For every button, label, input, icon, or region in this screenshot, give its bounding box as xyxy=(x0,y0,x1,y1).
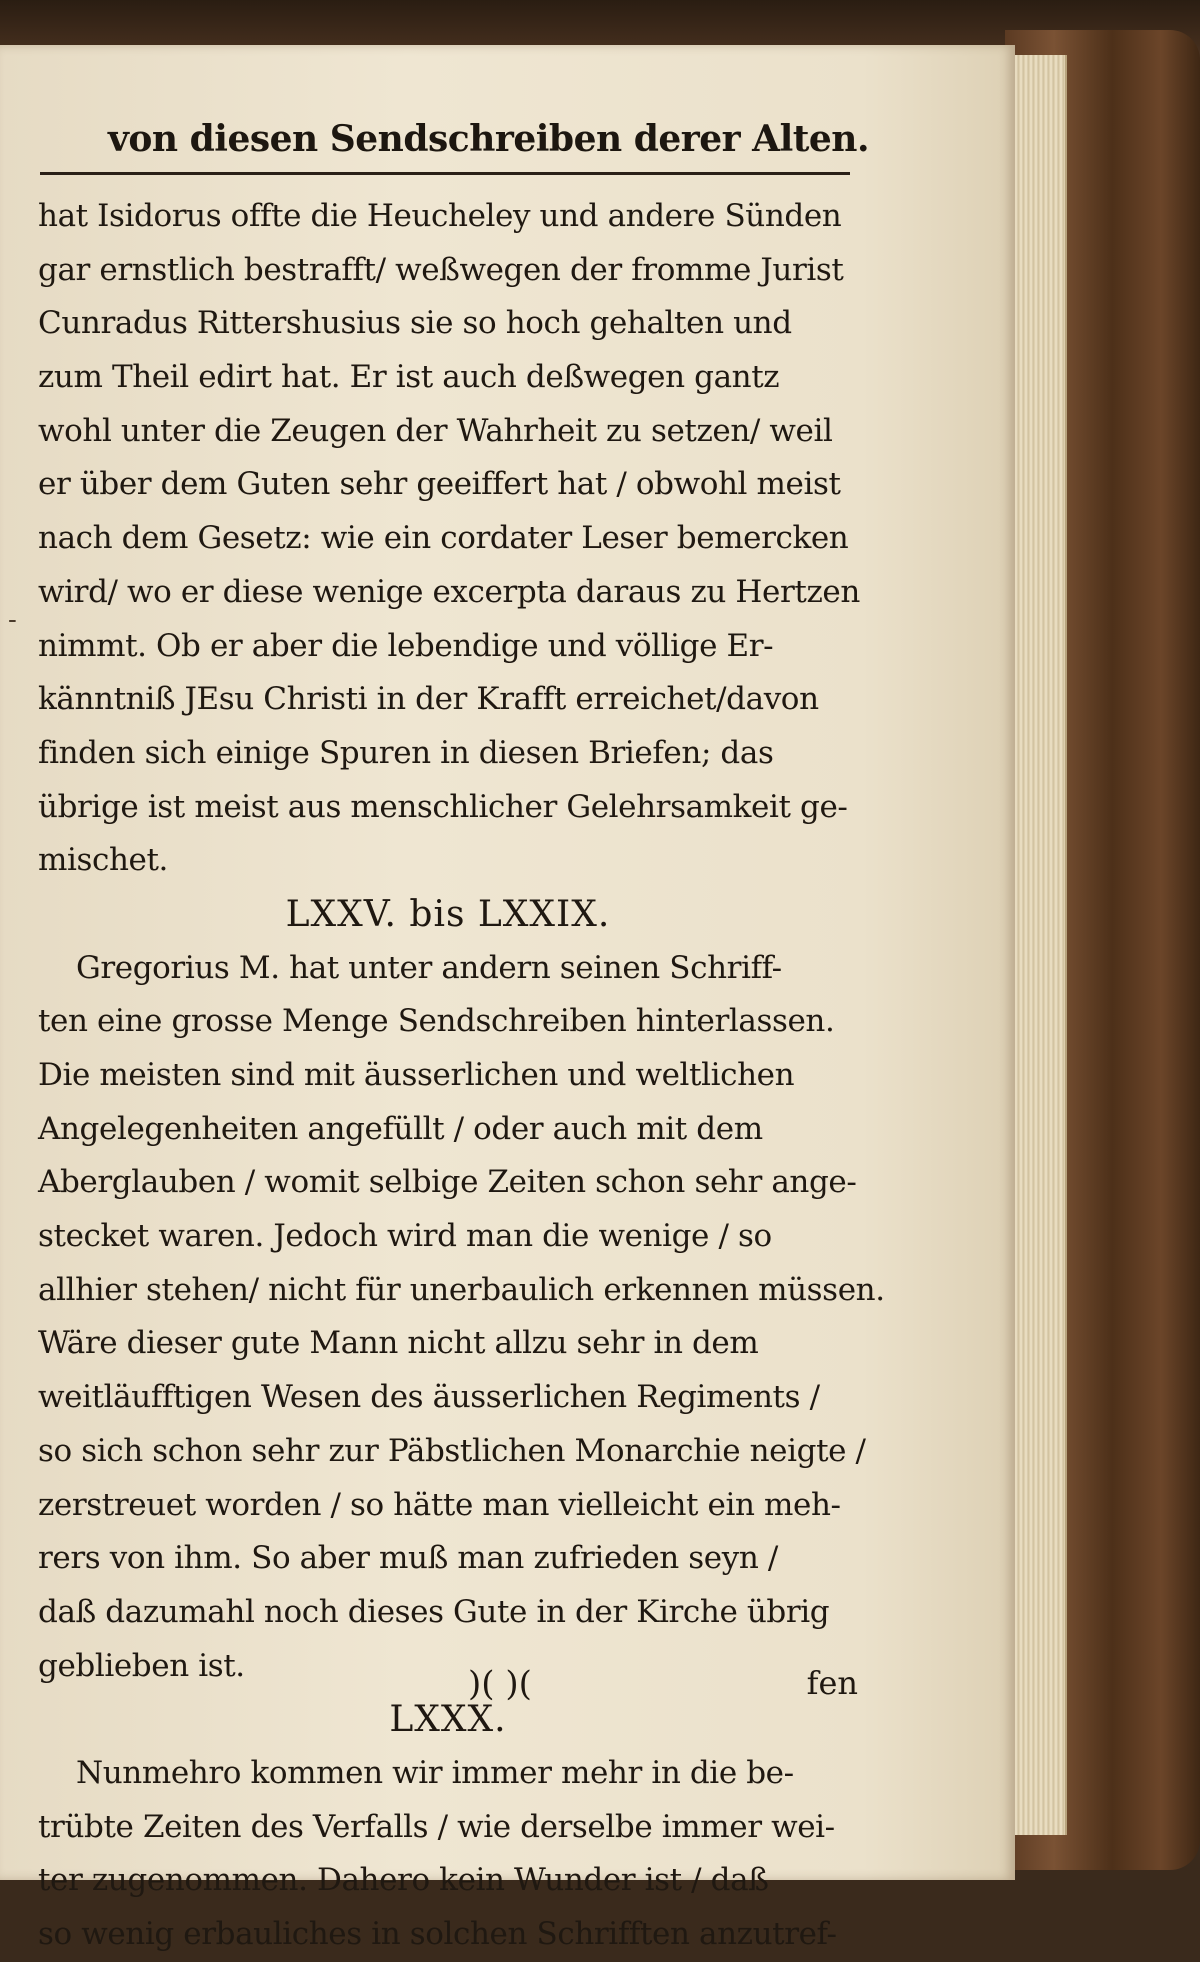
text-line: rers von ihm. So aber muß man zufrieden seyn / xyxy=(38,1540,778,1577)
text-line: so wenig erbauliches in solchen Schrifften anzutref- xyxy=(38,1916,837,1952)
text-line: nimmt. Ob er aber die lebendige und völlige Er- xyxy=(38,627,774,664)
text-line: stecket waren. Jedoch wird man die wenige / so xyxy=(38,1218,772,1255)
text-line: wird/ wo er diese wenige excerpta daraus zu Hertzen xyxy=(38,573,860,610)
text-line: geblieben ist. xyxy=(38,1647,245,1684)
text-line: känntniß JEsu Christi in der Krafft erreichet/davon xyxy=(38,681,819,718)
text-line: so sich schon sehr zur Päbstlichen Monarchie neigte / xyxy=(38,1432,866,1469)
text-line: Gregorius M. hat unter andern seinen Schriff- xyxy=(76,949,782,986)
text-line: allhier stehen/ nicht für unerbaulich erkennen müssen. xyxy=(38,1271,885,1308)
text-line: übrige ist meist aus menschlicher Gelehrsamkeit ge- xyxy=(38,788,848,825)
header-rule xyxy=(40,172,850,175)
text-line: Die meisten sind mit äusserlichen und weltlichen xyxy=(38,1057,795,1093)
text-line: daß dazumahl noch dieses Gute in der Kirche übrig xyxy=(38,1593,830,1630)
text-line: hat Isidorus offte die Heucheley und andere Sünden xyxy=(38,198,842,234)
text-line: Aberglauben / womit selbige Zeiten schon sehr ange- xyxy=(38,1164,857,1201)
margin-mark: - xyxy=(8,605,17,635)
text-line: Angelegenheiten angefüllt / oder auch mit dem xyxy=(38,1110,763,1147)
text-line: ter zugenommen. Dahero kein Wunder ist / daß xyxy=(38,1862,769,1899)
text-line: zum Theil edirt hat. Er ist auch deßwegen gantz xyxy=(38,359,780,396)
text-line: Cunradus Rittershusius sie so hoch gehalten und xyxy=(38,305,792,342)
section-heading: LXXX. xyxy=(389,1699,507,1741)
text-line: weitläufftigen Wesen des äusserlichen Regiments / xyxy=(38,1379,820,1416)
text-line: trübte Zeiten des Verfalls / wie derselbe immer wei- xyxy=(38,1808,835,1845)
signature-mark: )( )( xyxy=(468,1664,532,1704)
text-line: er über dem Guten sehr geeiffert hat / obwohl meist xyxy=(38,466,841,503)
text-line: Nunmehro kommen wir immer mehr in die be- xyxy=(76,1754,794,1791)
text-line: mischet. xyxy=(38,842,169,879)
text-line: zerstreuet worden / so hätte man vielleicht ein meh- xyxy=(38,1486,841,1523)
page-header xyxy=(30,100,870,190)
page-footer xyxy=(38,1664,858,1718)
text-line: ten eine grosse Menge Sendschreiben hinterlassen. xyxy=(38,1003,835,1040)
text-line: nach dem Gesetz: wie ein cordater Leser bemercken xyxy=(38,520,849,557)
text-line: wohl unter die Zeugen der Wahrheit zu setzen/ weil xyxy=(38,412,833,449)
text-line: finden sich einige Spuren in diesen Briefen; das xyxy=(38,734,774,771)
running-head: von diesen Sendschreiben derer Alten. xyxy=(108,118,870,160)
catchword: fen xyxy=(806,1664,858,1702)
text-line: gar ernstlich bestrafft/ weßwegen der fromme Jurist xyxy=(38,251,844,288)
section-heading: LXXV. bis LXXIX. xyxy=(285,893,611,935)
text-line: Wäre dieser gute Mann nicht allzu sehr in dem xyxy=(38,1325,759,1362)
